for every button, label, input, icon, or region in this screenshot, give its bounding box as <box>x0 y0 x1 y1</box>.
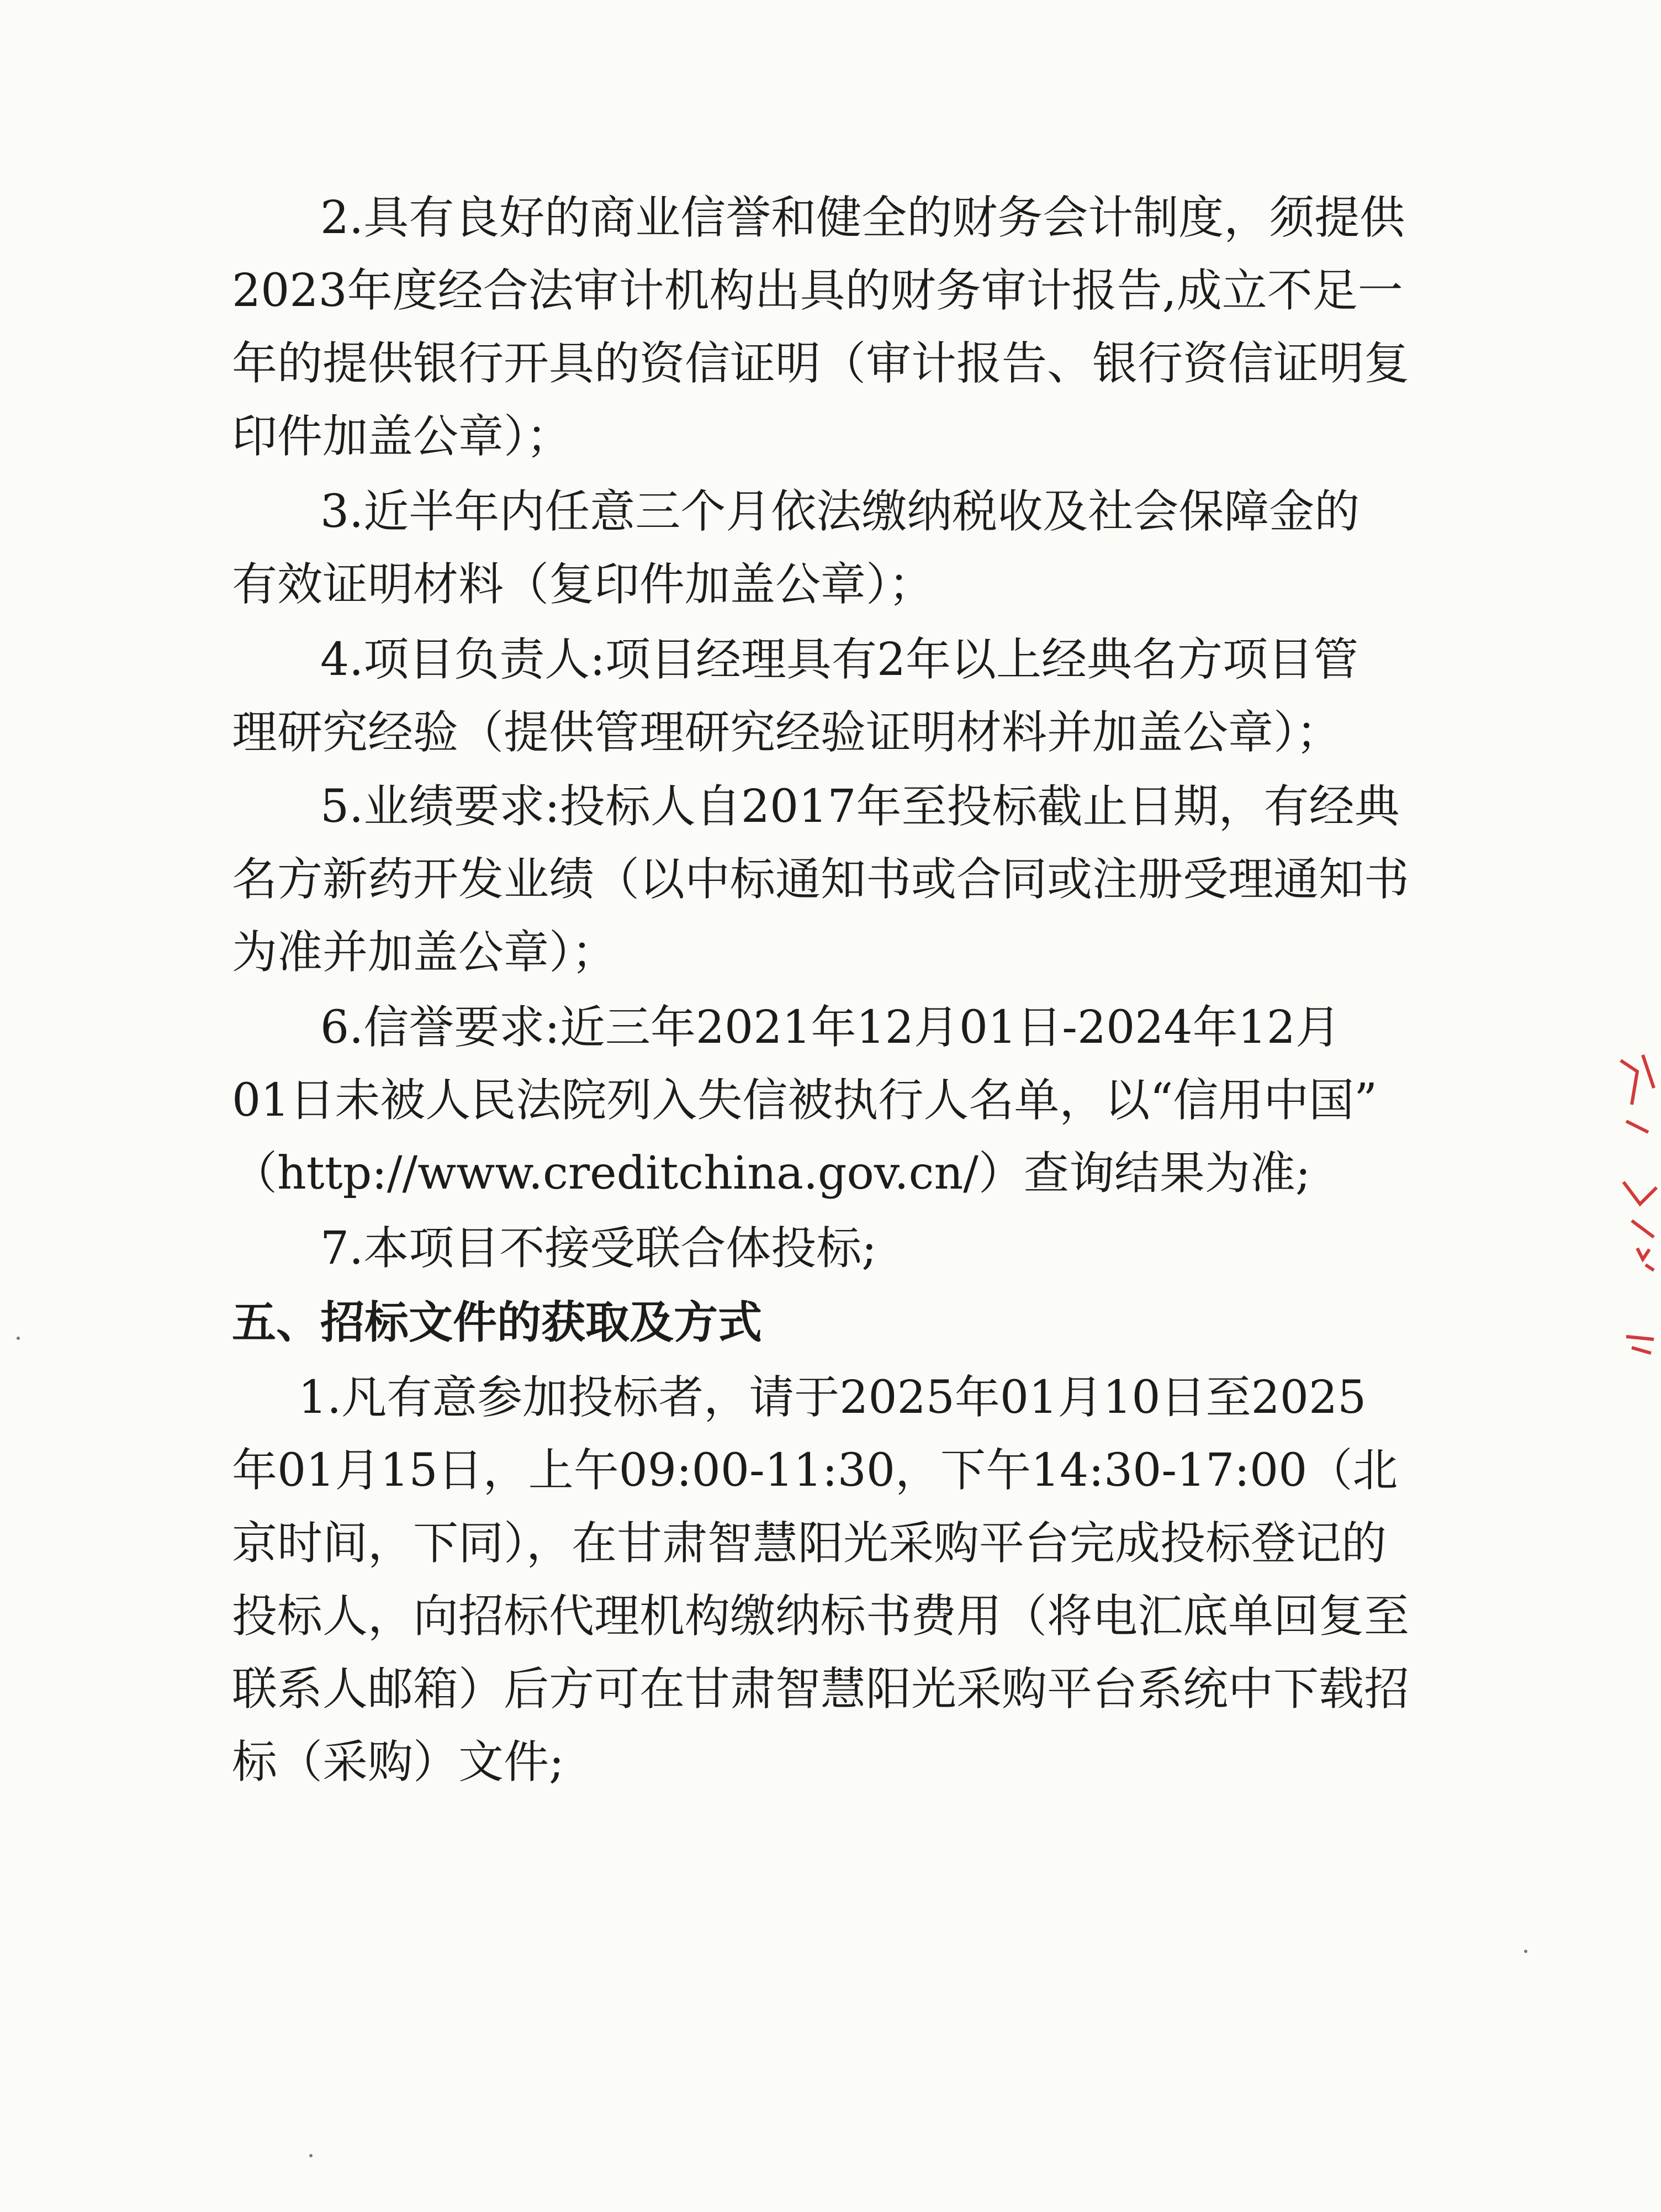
text-line <box>0 180 1661 257</box>
text-line-content: 7.本项目不接受联合体投标; <box>320 1222 877 1275</box>
text-line <box>0 989 1661 1067</box>
text-line <box>0 914 1661 991</box>
text-line <box>0 325 1661 403</box>
text-line-content: 印件加盖公章）； <box>232 410 572 463</box>
section-heading <box>0 1284 1661 1361</box>
text-line <box>0 546 1661 624</box>
text-line-content: 6.信誉要求:近三年2021年12月01日-2024年12月 <box>320 1001 1341 1054</box>
text-line-content: 标（采购）文件; <box>232 1736 564 1788</box>
text-line <box>0 621 1661 699</box>
text-line-content: 京时间，下同），在甘肃智慧阳光采购平台完成投标登记的 <box>232 1517 1387 1570</box>
text-line <box>0 1578 1661 1655</box>
text-line <box>0 398 1661 476</box>
text-line-content: 4.项目负责人:项目经理具有2年以上经典名方项目管 <box>320 633 1359 686</box>
text-line-content: 为准并加盖公章）； <box>232 926 617 979</box>
text-line <box>0 1359 1661 1437</box>
text-line <box>0 252 1661 330</box>
text-line <box>0 694 1661 772</box>
text-line-content: 名方新药开发业绩（以中标通知书或合同或注册受理通知书 <box>232 853 1410 906</box>
text-line <box>0 1505 1661 1582</box>
text-line-content: 1.凡有意参加投标者，请于2025年01月10日至2025 <box>298 1371 1367 1424</box>
text-line-content: 理研究经验（提供管理研究经验证明材料并加盖公章）； <box>232 706 1342 759</box>
text-line <box>0 1062 1661 1139</box>
text-line <box>0 1724 1661 1801</box>
scan-speck <box>309 2154 313 2157</box>
text-line <box>0 473 1661 551</box>
text-line <box>0 1210 1661 1287</box>
scan-speck <box>1524 1950 1527 1953</box>
scan-speck <box>17 1337 20 1340</box>
text-line <box>0 1432 1661 1509</box>
text-line-content: 5.业绩要求:投标人自2017年至投标截止日期，有经典 <box>320 780 1400 833</box>
text-line-content: 年01月15日，上午09:00-11:30，下午14:30-17:00（北 <box>232 1444 1398 1497</box>
text-line <box>0 841 1661 918</box>
text-line-content: 3.近半年内任意三个月依法缴纳税收及社会保障金的 <box>320 485 1360 538</box>
text-line <box>0 1135 1661 1212</box>
text-line <box>0 1651 1661 1728</box>
section-heading-text: 五、招标文件的获取及方式 <box>232 1297 762 1348</box>
text-line-content: 年的提供银行开具的资信证明（审计报告、银行资信证明复 <box>232 337 1410 390</box>
text-line-content: 2.具有良好的商业信誉和健全的财务会计制度，须提供 <box>320 192 1405 244</box>
text-line-content: 投标人，向招标代理机构缴纳标书费用（将电汇底单回复至 <box>232 1590 1410 1643</box>
text-line-content: 2023年度经合法审计机构出具的财务审计报告,成立不足一 <box>232 265 1403 317</box>
text-line <box>0 768 1661 846</box>
seal-stamp-fragment <box>1615 1038 1661 1397</box>
text-line-content: （http://www.creditchina.gov.cn/）查询结果为准; <box>232 1147 1311 1200</box>
text-line-content: 有效证明材料（复印件加盖公章）； <box>232 558 934 611</box>
text-line-content: 联系人邮箱）后方可在甘肃智慧阳光采购平台系统中下载招 <box>232 1663 1410 1715</box>
text-line-content: 01日未被人民法院列入失信被执行人名单，以“信用中国” <box>232 1074 1378 1127</box>
